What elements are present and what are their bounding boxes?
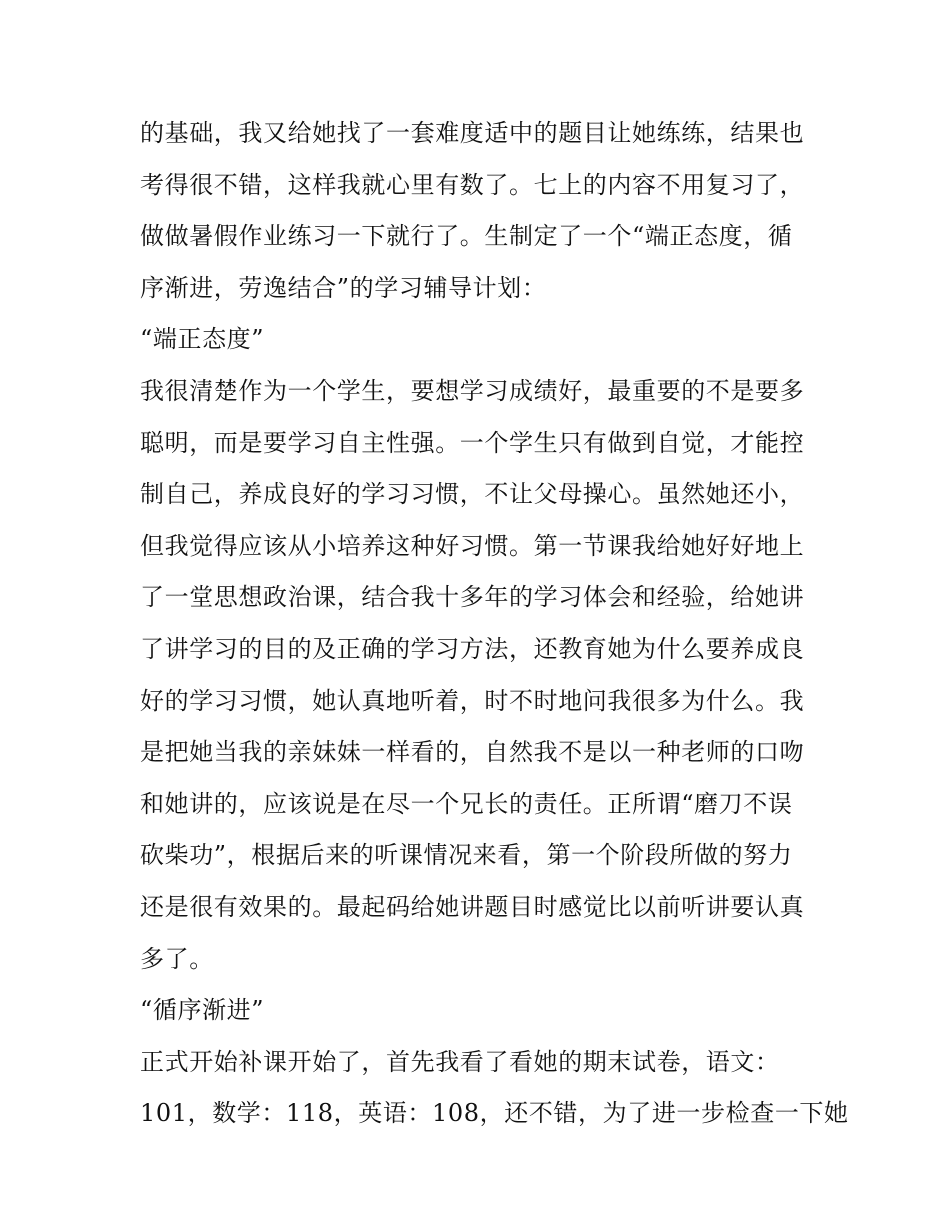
text-line: 好的学习习惯，她认真地听着，时不时地问我很多为什么。我 (140, 686, 805, 715)
document-body (140, 108, 849, 1140)
section-heading: “循序渐进” (140, 996, 265, 1025)
text-line: 还是很有效果的。最起码给她讲题目时感觉比以前听讲要认真 (140, 892, 805, 921)
text-line: 序渐进，劳逸结合”的学习辅导计划： (140, 273, 547, 302)
text-line: 了一堂思想政治课，结合我十多年的学习体会和经验，给她讲 (140, 583, 805, 612)
text-line: 是把她当我的亲妹妹一样看的，自然我不是以一种老师的口吻 (140, 738, 805, 767)
text-line: 我很清楚作为一个学生，要想学习成绩好，最重要的不是要多 (140, 376, 805, 405)
text-line: 101，数学：118，英语：108，还不错，为了进一步检查一下她 (140, 1099, 849, 1128)
text-line: 做做暑假作业练习一下就行了。生制定了一个“端正态度，循 (140, 222, 793, 251)
text-line: 正式开始补课开始了，首先我看了看她的期末试卷，语文： (140, 1047, 780, 1076)
text-line: 考得很不错，这样我就心里有数了。七上的内容不用复习了， (140, 170, 805, 199)
text-line: 多了。 (140, 944, 214, 973)
text-line: 的基础，我又给她找了一套难度适中的题目让她练练，结果也 (140, 119, 805, 147)
section-heading: “端正态度” (140, 325, 265, 354)
text-line: 和她讲的，应该说是在尽一个兄长的责任。正所谓“磨刀不误 (140, 789, 793, 818)
text-line: 制自己，养成良好的学习习惯，不让父母操心。虽然她还小， (140, 480, 805, 509)
text-line: 聪明，而是要学习自主性强。一个学生只有做到自觉，才能控 (140, 428, 805, 457)
text-line: 砍柴功”，根据后来的听课情况来看，第一个阶段所做的努力 (140, 841, 793, 870)
text-line: 了讲学习的目的及正确的学习方法，还教育她为什么要养成良 (140, 634, 805, 663)
text-line: 但我觉得应该从小培养这种好习惯。第一节课我给她好好地上 (140, 531, 805, 560)
